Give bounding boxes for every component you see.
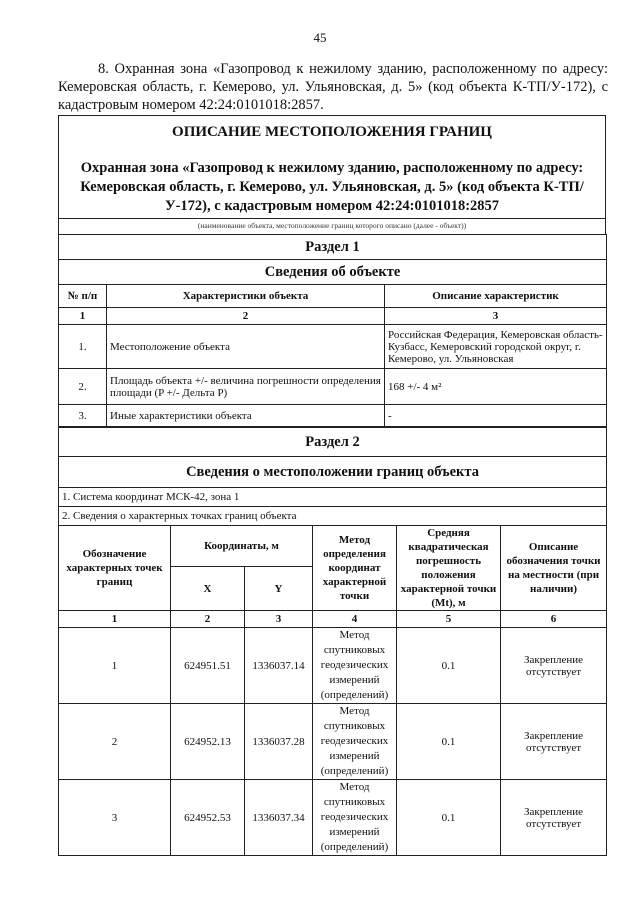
col-header-x: X [171, 567, 245, 611]
col-header-number: № п/п [59, 285, 107, 308]
col-header-y: Y [245, 567, 313, 611]
col-header-characteristics: Характеристики объекта [107, 285, 385, 308]
section1-table [58, 234, 607, 427]
table-row [59, 325, 607, 369]
point-y: 1336037.14 [245, 628, 313, 704]
point-description: Закрепление отсутствует [501, 704, 607, 780]
point-error: 0.1 [397, 780, 501, 856]
row-value: 168 +/- 4 м² [385, 369, 607, 405]
row-number: 2. [59, 369, 107, 405]
col-number: 1 [59, 611, 171, 628]
col-header-error: Средняя квадратическая погрешность положения характерной точки (Mt), м [397, 526, 501, 611]
row-value: Российская Федерация, Кемеровская область-Кузбасс, Кемеровский городской округ, г. Кемерово, ул. Ульяновская [385, 325, 607, 369]
row-number: 1. [59, 325, 107, 369]
col-number: 5 [397, 611, 501, 628]
point-y: 1336037.34 [245, 780, 313, 856]
point-y: 1336037.28 [245, 704, 313, 780]
col-header-designation: Обозначение характерных точек границ [59, 526, 171, 611]
section1-title: Раздел 1 [59, 235, 607, 260]
point-description: Закрепление отсутствует [501, 780, 607, 856]
point-method: Метод спутниковых геодезических измерений (определений) [313, 628, 397, 704]
col-number: 4 [313, 611, 397, 628]
table-row [59, 405, 607, 427]
point-method: Метод спутниковых геодезических измерений (определений) [313, 780, 397, 856]
row-name: Местоположение объекта [107, 325, 385, 369]
row-value: - [385, 405, 607, 427]
point-description: Закрепление отсутствует [501, 628, 607, 704]
col-number: 6 [501, 611, 607, 628]
col-number: 3 [245, 611, 313, 628]
section2-subtitle: Сведения о местоположении границ объекта [59, 457, 607, 488]
point-id: 1 [59, 628, 171, 704]
row-name: Иные характеристики объекта [107, 405, 385, 427]
coordinate-system: 1. Система координат МСК-42, зона 1 [59, 488, 607, 507]
col-number: 2 [171, 611, 245, 628]
document-title: ОПИСАНИЕ МЕСТОПОЛОЖЕНИЯ ГРАНИЦ [172, 124, 492, 140]
row-name: Площадь объекта +/- величина погрешности определения площади (P +/- Дельта P) [107, 369, 385, 405]
point-error: 0.1 [397, 628, 501, 704]
section1-subtitle: Сведения об объекте [59, 260, 607, 285]
points-caption: 2. Сведения о характерных точках границ объекта [59, 507, 607, 526]
col-header-description: Описание характеристик [385, 285, 607, 308]
document-subtitle: Охранная зона «Газопровод к нежилому зданию, расположенному по адресу: Кемеровская область, г. Кемерово, ул. Ульяновская, д. 5» (код объекта К-ТП/У-172), с кадастровым номером 42:24:0101018:2857 [80, 160, 584, 214]
col-number: 1 [59, 308, 107, 325]
col-header-point-description: Описание обозначения точки на местности (при наличии) [501, 526, 607, 611]
point-error: 0.1 [397, 704, 501, 780]
col-number: 3 [385, 308, 607, 325]
point-x: 624952.53 [171, 780, 245, 856]
intro-paragraph: 8. Охранная зона «Газопровод к нежилому зданию, расположенному по адресу: Кемеровская область, г. Кемерово, ул. Ульяновская, д. 5» (код объекта К-ТП/У-172), с кадастровым номером 42:24:0101018:2857. [58, 61, 608, 113]
table-row [59, 780, 607, 856]
header-note: (наименование объекта, местоположение границ которого описано (далее - объект)) [59, 218, 605, 230]
point-x: 624952.13 [171, 704, 245, 780]
col-header-method: Метод определения координат характерной точки [313, 526, 397, 611]
table-row [59, 704, 607, 780]
point-x: 624951.51 [171, 628, 245, 704]
point-id: 2 [59, 704, 171, 780]
col-header-coordinates: Координаты, м [171, 526, 313, 567]
document-header [58, 115, 606, 235]
section2-table [58, 427, 607, 856]
point-id: 3 [59, 780, 171, 856]
table-row [59, 628, 607, 704]
row-number: 3. [59, 405, 107, 427]
page-number: 45 [313, 30, 327, 45]
col-number: 2 [107, 308, 385, 325]
table-row [59, 369, 607, 405]
section2-title: Раздел 2 [59, 428, 607, 457]
point-method: Метод спутниковых геодезических измерений (определений) [313, 704, 397, 780]
